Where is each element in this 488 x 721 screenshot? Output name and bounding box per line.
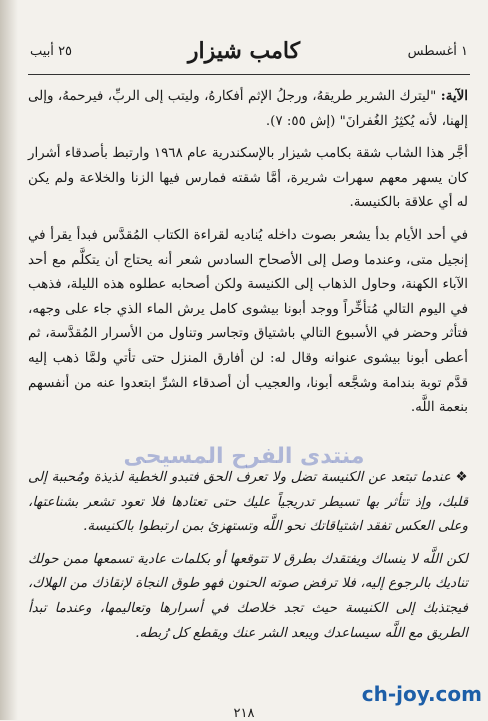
note-paragraph-1 bbox=[28, 466, 468, 540]
story-paragraph-2: في أحد الأيام بدأ يشعر بصوت داخله يُناديه لقراءة الكتاب المُقدَّس فبدأ يقرأ في إنجيل متى، وعندما وصل إلى الأصحاح السادس شعر أنه يحتاج أن يتكلَّم مع أحد الآباء الكهنة، وحاول الذهاب إلى الكنيسة ولكن أصحابه عطلوه هذه الليلة، فذهب في اليوم التالي مُتأخِّراً ووجد أبونا بيشوى كامل يرش الماء الذي جاء على وجهه، فتأثر وحضر في الأسبوع التالي باشتياق وتجاسر وتناول من الأسرار المُقدَّسة، ثم أعطى أبونا بيشوى عنوانه وقال له: لن أفارق المنزل حتى تأتي ولمَّا ذهب إليه قدَّم توبة بندامة وشجَّعه أبونا، والعجيب أن أصدقاء الشرِّ ابتعدوا عنه من أنفسهم بنعمة اللَّه. bbox=[28, 227, 468, 416]
ayah-label: الآية: bbox=[440, 88, 468, 104]
header-coptic-date: ٢٥ أبيب bbox=[30, 44, 73, 59]
site-watermark: ch-joy.com bbox=[361, 682, 482, 706]
ayah-text: "ليترك الشرير طريقهُ، ورجلُ الإثم أفكارهُ، وليتب إلى الربِّ، فيرحمهُ، وإلى إلهنا، لأنه يُكثِرُ الغُفرانَ" (إش ٥٥: ٧). bbox=[28, 89, 468, 129]
page-header bbox=[0, 38, 488, 66]
forum-watermark: منتدى الفرح المسيحى bbox=[123, 444, 365, 469]
ayah-paragraph bbox=[28, 84, 468, 134]
page-title: كامب شيزار bbox=[187, 38, 301, 64]
page-gutter-shadow bbox=[0, 0, 18, 720]
diamond-bullet-icon: ❖ bbox=[455, 470, 468, 485]
story-paragraph-1: أجَّر هذا الشاب شقة بكامب شيزار بالإسكندرية عام ١٩٦٨ وارتبط بأصدقاء أشرار كان يسهر معهم سهرات شريرة، أمَّا شقته فمارس فيها الزنا والخلاعة ولم يكن له أي علاقة بالكنيسة. bbox=[28, 146, 468, 211]
header-divider bbox=[28, 74, 470, 75]
header-gregorian-date: ١ أغسطس bbox=[407, 44, 468, 59]
main-text bbox=[28, 84, 468, 429]
page-number: ٢١٨ bbox=[233, 706, 255, 721]
reflection-notes bbox=[28, 466, 468, 654]
note-paragraph-2: لكن اللَّه لا ينساك ويفتقدك بطرق لا تتوقعها أو بكلمات عادية تسمعها ممن حولك تناديك بالرجوع إليه، فلا ترفض صوته الحنون فهو طوق النجاة لإنقاذك من الهلاك، فيجتذبك إلى الكنيسة حيث تجد خلاصك في أسرارها وتعاليمها، وعندما تبدأ الطريق مع اللَّه سيساعدك ويبعد الشر عنك ويقطع كل رُبطه. bbox=[28, 551, 468, 641]
note-text-1: عندما تبتعد عن الكنيسة تضل ولا تعرف الحق فتبدو الخطية لذيذة ومُحببة إلى قلبك، وإذ تتأثر بها تسيطر تدريجياً عليك حتى تعتادها فلا تعود تشعر بشناعتها، وعلى العكس تفقد اشتياقاتك نحو اللَّه وتستهزئ بمن ارتبطوا بالكنيسة. bbox=[28, 470, 468, 535]
